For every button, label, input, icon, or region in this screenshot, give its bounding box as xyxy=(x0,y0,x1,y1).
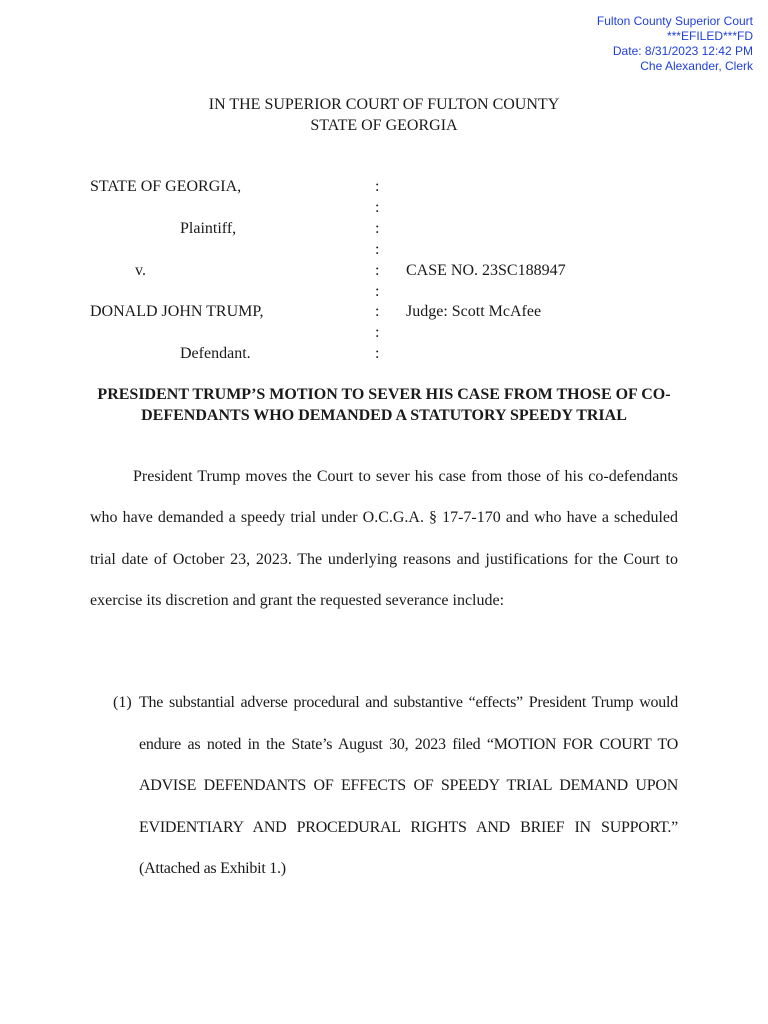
efile-stamp-status: ***EFILED***FD xyxy=(666,29,753,43)
efile-stamp-clerk: Che Alexander, Clerk xyxy=(640,59,753,73)
judge-name: Judge: Scott McAfee xyxy=(406,303,542,320)
list-item-number: (1) xyxy=(113,694,132,711)
list-item-text: The substantial adverse procedural and substantive “effects” President Trump would endure as noted in the State’s August 30, 2023 filed “MOTION FOR COURT TO ADVISE DEFENDANTS OF EFFECTS OF SPEEDY TRIAL DEMAND UPON EVIDENTIARY AND PROCEDURAL RIGHTS AND BRIEF IN SUPPORT.” (Attached as Exhibit 1.) xyxy=(139,694,678,877)
caption-divider: : xyxy=(375,283,380,300)
court-heading xyxy=(0,94,768,136)
plaintiff-name: STATE OF GEORGIA, xyxy=(90,178,242,195)
case-caption xyxy=(90,177,690,367)
caption-divider: : xyxy=(375,262,380,279)
court-name: IN THE SUPERIOR COURT OF FULTON COUNTY xyxy=(208,96,560,113)
caption-divider: : xyxy=(375,303,380,320)
defendant-name: DONALD JOHN TRUMP, xyxy=(90,303,264,320)
body-paragraph: President Trump moves the Court to sever his case from those of his co-defendants who have demanded a speedy trial under O.C.G.A. § 17-7-170 and who have a scheduled trial date of October 23, 2023. The underlying reasons and justifications for the Court to exercise its discretion and grant the requested severance include: xyxy=(90,468,678,610)
caption-divider: : xyxy=(375,324,380,341)
caption-divider: : xyxy=(375,199,380,216)
efile-stamp-date: Date: 8/31/2023 12:42 PM xyxy=(612,44,753,58)
defendant-role: Defendant. xyxy=(180,345,251,362)
efile-stamp-court: Fulton County Superior Court xyxy=(596,14,753,28)
case-number: CASE NO. 23SC188947 xyxy=(406,262,566,279)
motion-title: PRESIDENT TRUMP’S MOTION TO SEVER HIS CASE FROM THOSE OF CO-DEFENDANTS WHO DEMANDED A STATUTORY SPEEDY TRIAL xyxy=(97,386,671,424)
efile-stamp xyxy=(597,14,753,74)
caption-divider: : xyxy=(375,178,380,195)
versus: v. xyxy=(135,262,146,279)
plaintiff-role: Plaintiff, xyxy=(180,220,237,237)
caption-divider: : xyxy=(375,241,380,258)
court-state: STATE OF GEORGIA xyxy=(310,117,458,134)
caption-divider: : xyxy=(375,220,380,237)
caption-divider: : xyxy=(375,345,380,362)
